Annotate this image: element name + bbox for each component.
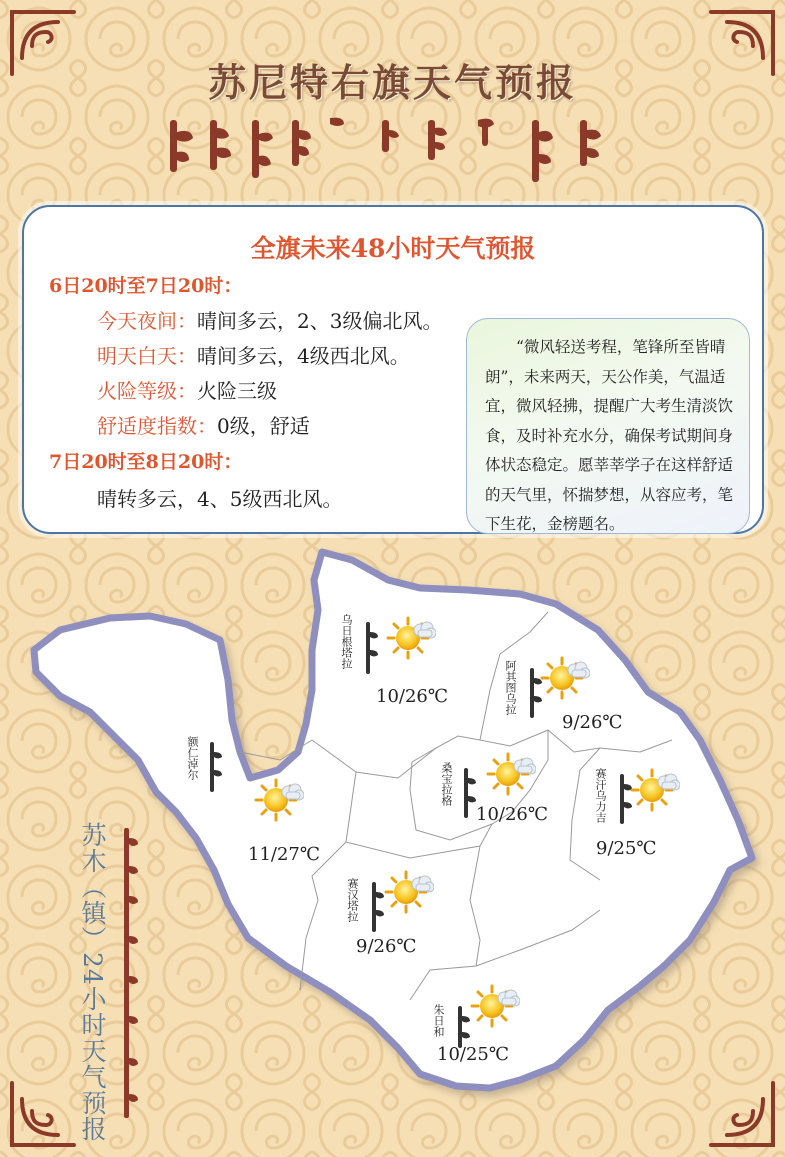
town-name: 阿其图乌拉 <box>504 660 517 715</box>
row-label: 今天夜间： <box>97 309 197 333</box>
sunny-cloud-icon <box>486 752 536 798</box>
page-title: 苏尼特右旗天气预报 <box>207 60 577 105</box>
sunny-cloud-icon <box>384 870 434 916</box>
row-value: 火险三级 <box>197 379 277 403</box>
sunny-cloud-icon <box>630 768 680 814</box>
temperature-label: 9/25℃ <box>596 838 657 859</box>
sunny-cloud-icon <box>540 656 590 702</box>
row-label: 舒适度指数： <box>97 414 217 438</box>
row-value: 0级，舒适 <box>217 414 310 438</box>
row-label: 火险等级： <box>97 379 197 403</box>
exam-tip-box <box>466 318 750 534</box>
temperature-label: 11/27℃ <box>248 844 321 865</box>
mongolian-town-script <box>204 740 224 800</box>
period-2-heading: 7日20时至8日20时： <box>49 451 243 473</box>
period-1-heading: 6日20时至7日20时： <box>49 275 243 297</box>
forecast-row-tonight <box>97 305 442 334</box>
sunny-cloud-icon <box>386 616 436 662</box>
town-name: 赛汉塔拉 <box>346 878 359 922</box>
forecast-row-comfort <box>97 410 310 439</box>
sunny-cloud-icon <box>470 984 520 1030</box>
temperature-label: 9/26℃ <box>562 712 623 733</box>
panel-title: 全旗未来48小时天气预报 <box>250 234 536 263</box>
forecast-row-tomorrow <box>97 340 410 369</box>
town-name: 朱日和 <box>432 1004 445 1037</box>
side-caption: 苏木（镇）24小时天气预报 <box>78 822 107 1142</box>
mongolian-title-script <box>160 112 620 192</box>
town-name: 桑宝拉格 <box>440 762 453 806</box>
row-value: 晴间多云，4级西北风。 <box>197 344 410 368</box>
forecast-row-fire-risk <box>97 375 277 404</box>
temperature-label: 10/26℃ <box>476 804 549 825</box>
town-name: 乌日根塔拉 <box>340 614 353 669</box>
mongolian-side-script <box>114 826 140 1126</box>
sunny-cloud-icon <box>254 778 304 824</box>
period-2-forecast: 晴转多云，4、5级西北风。 <box>97 487 343 511</box>
row-value: 晴间多云，2、3级偏北风。 <box>197 309 443 333</box>
mongolian-town-script <box>366 880 386 940</box>
temperature-label: 9/26℃ <box>356 936 417 957</box>
town-name: 赛汗乌力吉 <box>594 768 607 823</box>
mongolian-town-script <box>360 620 380 680</box>
town-name: 额仁淖尔 <box>186 736 199 780</box>
temperature-label: 10/26℃ <box>376 686 449 707</box>
temperature-label: 10/25℃ <box>437 1044 510 1065</box>
exam-tip-text: “微风轻送考程，笔锋所至皆晴朗”，未来两天，天公作美，气温适宜，微风轻拂，提醒广大考生清淡饮食，及时补充水分，确保考试期间身体状态稳定。愿莘莘学子在这样舒适的天气里，怀揣梦想，从容应考，笔下生花，金榜题名。 <box>485 338 734 533</box>
mongolian-town-script <box>458 766 478 826</box>
row-label: 明天白天： <box>97 344 197 368</box>
